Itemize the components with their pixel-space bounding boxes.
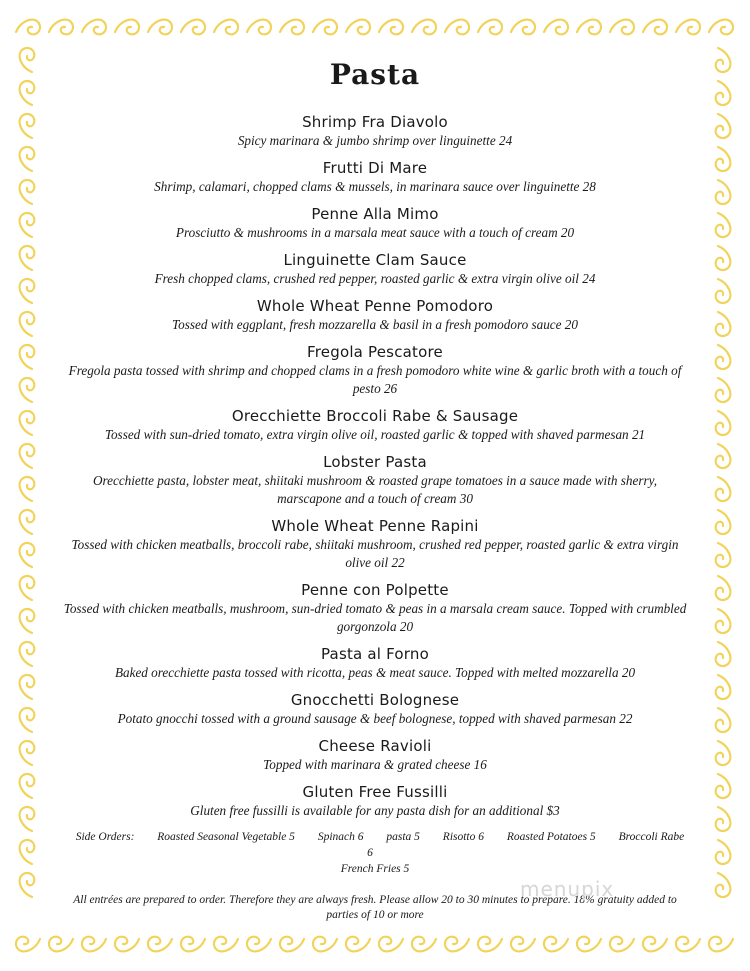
scroll-ornament	[445, 20, 469, 35]
scroll-ornament	[716, 378, 731, 402]
scroll-ornament	[716, 81, 731, 105]
scroll-ornament	[346, 937, 370, 952]
menu-item-name: Frutti Di Mare	[322, 159, 428, 177]
scroll-ornament	[544, 20, 568, 35]
scroll-ornament	[716, 147, 731, 171]
scroll-ornament	[716, 576, 731, 600]
menu-item-name: Lobster Pasta	[323, 453, 427, 471]
scroll-ornament	[20, 708, 35, 732]
menu-item-name: Shrimp Fra Diavolo	[302, 113, 448, 131]
scroll-ornament	[716, 180, 731, 204]
scroll-ornament	[20, 345, 35, 369]
scroll-ornament	[115, 20, 139, 35]
menu-item	[60, 205, 690, 242]
scroll-ornament	[82, 937, 106, 952]
menu-item-description: Gluten free fussilli is available for any pasta dish for an additional $3	[190, 803, 560, 818]
scroll-ornament	[412, 20, 436, 35]
scroll-ornament	[716, 510, 731, 534]
scroll-ornament	[20, 213, 35, 237]
scroll-ornament	[716, 312, 731, 336]
scroll-ornament	[16, 937, 40, 952]
scroll-ornament	[346, 20, 370, 35]
menu-item	[60, 581, 690, 636]
menu-page	[60, 58, 690, 923]
menu-item-name: Fregola Pescatore	[307, 343, 443, 361]
menu-item-name: Cheese Ravioli	[318, 737, 432, 755]
side-orders-label: Side Orders:	[75, 831, 135, 843]
scroll-ornament	[709, 20, 733, 35]
scroll-ornament	[20, 741, 35, 765]
menu-item-name: Penne Alla Mimo	[311, 205, 439, 223]
watermark: menupix	[520, 877, 615, 901]
scroll-ornament	[716, 543, 731, 567]
scroll-ornament	[20, 48, 35, 72]
menu-item-name: Gluten Free Fussilli	[302, 783, 448, 801]
scroll-ornament	[20, 807, 35, 831]
menu-item-name: Gnocchetti Bolognese	[290, 691, 460, 709]
menu-item-name: Whole Wheat Penne Pomodoro	[256, 297, 494, 315]
menu-item-description: Potato gnocchi tossed with a ground sausage & beef bolognese, topped with shaved parmesan 22	[117, 711, 633, 726]
menu-item-description: Tossed with sun-dried tomato, extra virgin olive oil, roasted garlic & topped with shaved parmesan 21	[104, 427, 646, 442]
scroll-ornament	[20, 378, 35, 402]
scroll-ornament	[511, 937, 535, 952]
side-order-option: Spinach 6	[317, 831, 364, 843]
scroll-ornament	[20, 642, 35, 666]
scroll-ornament	[20, 312, 35, 336]
scroll-ornament	[676, 20, 700, 35]
menu-item-description: Topped with marinara & grated cheese 16	[263, 757, 487, 772]
scroll-ornament	[247, 20, 271, 35]
scroll-ornament	[716, 279, 731, 303]
menu-item	[60, 645, 690, 682]
menu-item-description: Spicy marinara & jumbo shrimp over linguinette 24	[237, 133, 513, 148]
side-order-option: Roasted Seasonal Vegetable 5	[157, 831, 295, 843]
scroll-ornament	[20, 477, 35, 501]
scroll-ornament	[478, 937, 502, 952]
scroll-ornament	[643, 937, 667, 952]
menu-item	[60, 251, 690, 288]
scroll-ornament	[214, 20, 238, 35]
side-orders	[60, 829, 690, 877]
scroll-ornament	[716, 345, 731, 369]
menu-item	[60, 407, 690, 444]
scroll-ornament	[20, 609, 35, 633]
scroll-ornament	[20, 675, 35, 699]
footer-note: All entrées are prepared to order. Therefore they are always fresh. Please allow 20 to 30 minutes to prepare. 18% gratuity added to parties of 10 or more	[73, 894, 677, 921]
side-order-option: French Fries 5	[340, 863, 410, 875]
scroll-ornament	[610, 20, 634, 35]
menu-item-description: Baked orecchiette pasta tossed with ricotta, peas & meat sauce. Topped with melted mozzarella 20	[114, 665, 636, 680]
scroll-ornament	[577, 937, 601, 952]
menu-item-name: Penne con Polpette	[301, 581, 449, 599]
scroll-ornament	[49, 937, 73, 952]
side-order-option: Broccoli Rabe 6	[367, 831, 685, 859]
menu-item	[60, 691, 690, 728]
scroll-ornament	[181, 937, 205, 952]
scroll-ornament	[20, 873, 35, 897]
scroll-ornament	[709, 937, 733, 952]
scroll-ornament	[20, 114, 35, 138]
side-order-option: pasta 5	[386, 831, 420, 843]
scroll-ornament	[716, 642, 731, 666]
scroll-ornament	[610, 937, 634, 952]
scroll-ornament	[716, 741, 731, 765]
scroll-ornament	[148, 937, 172, 952]
menu-item	[60, 517, 690, 572]
menu-item-description: Orecchiette pasta, lobster meat, shiitaki mushroom & roasted grape tomatoes in a sauce made with sherry, marscapone and a touch of cream 30	[92, 473, 658, 506]
scroll-ornament	[115, 937, 139, 952]
scroll-ornament	[20, 180, 35, 204]
side-order-option: Risotto 6	[442, 831, 485, 843]
scroll-ornament	[280, 20, 304, 35]
scroll-ornament	[716, 411, 731, 435]
scroll-ornament	[511, 20, 535, 35]
menu-item-description: Tossed with eggplant, fresh mozzarella & basil in a fresh pomodoro sauce 20	[171, 317, 578, 332]
menu-item-name: Orecchiette Broccoli Rabe & Sausage	[231, 407, 519, 425]
scroll-ornament	[20, 279, 35, 303]
menu-item-description: Shrimp, calamari, chopped clams & mussels, in marinara sauce over linguinette 28	[154, 179, 596, 194]
scroll-ornament	[313, 20, 337, 35]
menu-items-list	[60, 113, 690, 820]
scroll-ornament	[716, 774, 731, 798]
scroll-ornament	[544, 937, 568, 952]
scroll-ornament	[181, 20, 205, 35]
scroll-ornament	[716, 807, 731, 831]
menu-item	[60, 783, 690, 820]
menu-item-description: Prosciutto & mushrooms in a marsala meat sauce with a touch of cream 20	[175, 225, 575, 240]
menu-item	[60, 297, 690, 334]
scroll-ornament	[20, 840, 35, 864]
scroll-ornament	[643, 20, 667, 35]
scroll-ornament	[716, 609, 731, 633]
scroll-ornament	[716, 246, 731, 270]
scroll-ornament	[49, 20, 73, 35]
scroll-ornament	[20, 246, 35, 270]
menu-item-name: Linguinette Clam Sauce	[283, 251, 467, 269]
scroll-ornament	[716, 444, 731, 468]
scroll-ornament	[20, 774, 35, 798]
scroll-ornament	[716, 477, 731, 501]
scroll-ornament	[379, 937, 403, 952]
scroll-ornament	[445, 937, 469, 952]
page-title: Pasta	[329, 58, 421, 91]
scroll-ornament	[716, 213, 731, 237]
side-order-option: Roasted Potatoes 5	[506, 831, 596, 843]
scroll-ornament	[716, 675, 731, 699]
scroll-ornament	[20, 576, 35, 600]
menu-item	[60, 159, 690, 196]
scroll-ornament	[247, 937, 271, 952]
menu-item-description: Tossed with chicken meatballs, mushroom, sun-dried tomato & peas in a marsala cream sauce. Topped with crumbled gorgonzola 20	[63, 601, 687, 634]
menu-item	[60, 453, 690, 508]
scroll-ornament	[716, 873, 731, 897]
menu-item	[60, 737, 690, 774]
scroll-ornament	[716, 114, 731, 138]
scroll-ornament	[20, 444, 35, 468]
scroll-ornament	[412, 937, 436, 952]
menu-item	[60, 113, 690, 150]
scroll-ornament	[214, 937, 238, 952]
menu-item-description: Tossed with chicken meatballs, broccoli rabe, shiitaki mushroom, crushed red pepper, roasted garlic & extra virgin olive oil 22	[71, 537, 679, 570]
scroll-ornament	[82, 20, 106, 35]
menu-item-name: Pasta al Forno	[320, 645, 429, 663]
scroll-ornament	[20, 543, 35, 567]
scroll-ornament	[20, 510, 35, 534]
scroll-ornament	[716, 708, 731, 732]
scroll-ornament	[478, 20, 502, 35]
scroll-ornament	[676, 937, 700, 952]
scroll-ornament	[379, 20, 403, 35]
scroll-ornament	[20, 81, 35, 105]
scroll-ornament	[280, 937, 304, 952]
scroll-ornament	[20, 411, 35, 435]
scroll-ornament	[577, 20, 601, 35]
menu-item-description: Fregola pasta tossed with shrimp and chopped clams in a fresh pomodoro white wine & garlic broth with a touch of pesto 26	[68, 363, 682, 396]
menu-item	[60, 343, 690, 398]
scroll-ornament	[313, 937, 337, 952]
menu-item-name: Whole Wheat Penne Rapini	[271, 517, 479, 535]
scroll-ornament	[148, 20, 172, 35]
menu-item-description: Fresh chopped clams, crushed red pepper, roasted garlic & extra virgin olive oil 24	[154, 271, 596, 286]
scroll-ornament	[716, 840, 731, 864]
scroll-ornament	[20, 147, 35, 171]
scroll-ornament	[16, 20, 40, 35]
scroll-ornament	[716, 48, 731, 72]
